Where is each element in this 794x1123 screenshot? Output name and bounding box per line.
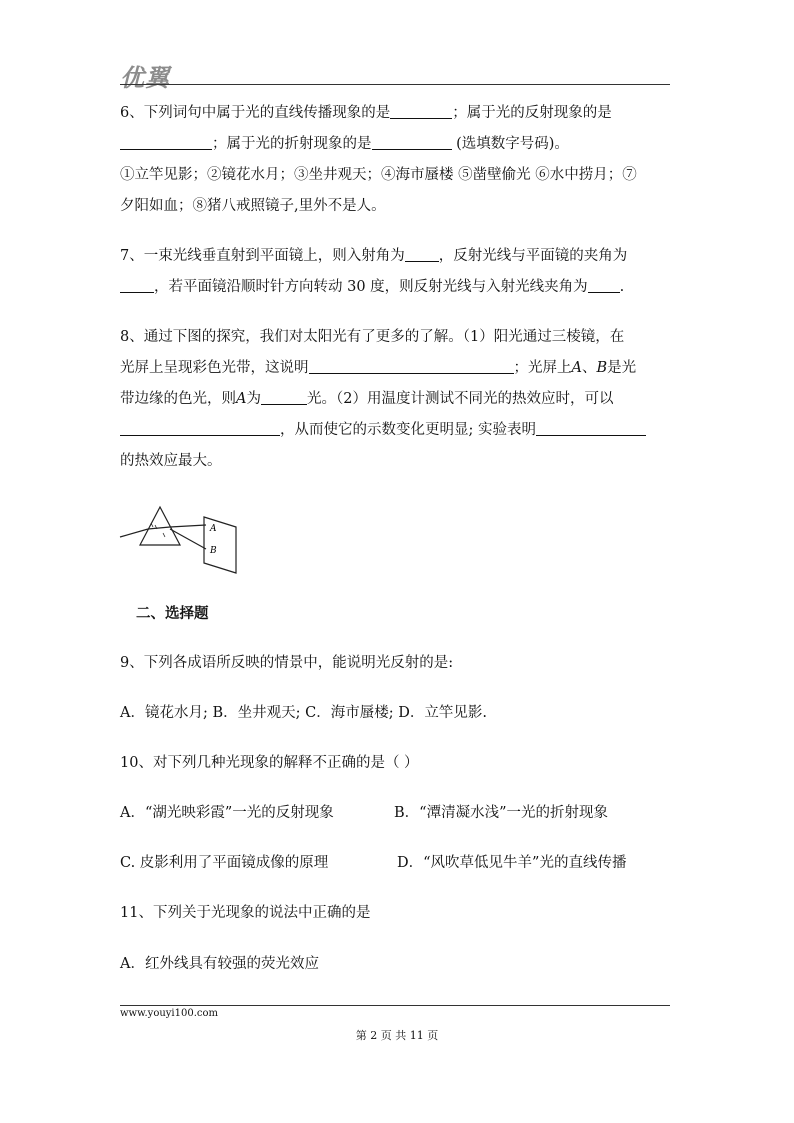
q9-stem: 9、下列各成语所反映的情景中，能说明光反射的是: [120, 655, 454, 671]
q7-blank-2 [120, 278, 154, 293]
q7-blank-3 [588, 278, 620, 293]
q8-text-3d: 光。（2）用温度计测试不同光的热效应时，可以 [306, 391, 614, 407]
q6-line-2 [120, 135, 569, 153]
q7-line-2 [120, 278, 624, 296]
q7-text-1b: ，反射光线与平面镜的夹角为 [438, 248, 628, 264]
q8-line-4 [120, 421, 646, 439]
q11-option-a: A．红外线具有较强的荧光效应 [120, 956, 319, 972]
q8-text-2b: ；光屏上 [513, 360, 572, 376]
page-number: 第 2 页 共 11 页 [355, 1029, 439, 1042]
q10-option-c: C. 皮影利用了平面镜成像的原理 [120, 855, 329, 871]
q10-option-b: B．“潭清凝水浅”一光的折射现象 [394, 805, 608, 821]
q8-blank-3 [120, 421, 280, 436]
q8-text-3c: 为 [246, 391, 261, 407]
q6-text-2a: ；属于光的折射现象的是 [212, 136, 372, 152]
incident-ray [120, 529, 148, 537]
figure-label-b: B [210, 546, 217, 556]
prism-triangle [140, 507, 180, 545]
prism-figure [118, 503, 242, 575]
q8-var-b: B [596, 360, 608, 376]
q6-text-1a: 6、下列词句中属于光的直线传播现象的是 [120, 105, 391, 121]
q8-blank-4 [536, 421, 646, 436]
q8-text-4a: ，从而使它的示数变化更明显; 实验表明 [280, 422, 536, 438]
header-rule [120, 84, 670, 85]
q7-text-2a: ，若平面镜沿顺时针方向转动 30 度，则反射光线与入射光线夹角为 [154, 279, 588, 295]
q8-text-2a: 光屏上呈现彩色光带，这说明 [120, 360, 309, 376]
q8-var-a2: A [236, 391, 247, 407]
q8-blank-2 [261, 390, 307, 405]
q10-stem: 10、对下列几种光现象的解释不正确的是（ ） [120, 755, 419, 771]
q10-option-a: A．“湖光映彩霞”一光的反射现象 [120, 805, 334, 821]
q8-text-2d: 、 [581, 360, 597, 376]
q6-line-3: ①立竿见影；②镜花水月；③坐井观天；④海市蜃楼 ⑤凿壁偷光 ⑥水中捞月；⑦ [120, 167, 637, 183]
q6-line-4: 夕阳如血；⑧猪八戒照镜子,里外不是人。 [120, 198, 386, 214]
q8-text-2f: 是光 [607, 360, 637, 376]
light-screen [204, 517, 236, 573]
q8-var-a: A [571, 360, 582, 376]
q6-text-1b: ；属于光的反射现象的是 [452, 105, 612, 121]
q10-option-d: D．“风吹草低见牛羊”光的直线传播 [397, 855, 627, 871]
section-title: 二、选择题 [136, 605, 209, 622]
q6-blank-3 [372, 135, 452, 150]
refracted-ray-top [170, 525, 206, 527]
q8-line-3 [120, 390, 613, 408]
q8-blank-1 [309, 359, 514, 374]
q7-text-1a: 7、一束光线垂直射到平面镜上，则入射角为 [120, 248, 405, 264]
q6-line-1 [120, 104, 612, 122]
q7-line-1 [120, 247, 627, 265]
q11-stem: 11、下列关于光现象的说法中正确的是 [120, 905, 371, 921]
q6-blank-1 [390, 104, 452, 119]
q7-text-2b: . [619, 279, 625, 295]
refracted-ray-bottom [170, 529, 206, 549]
q8-line-5: 的热效应最大。 [120, 453, 222, 469]
logo: 优翼 [120, 64, 170, 92]
q8-line-2 [120, 359, 636, 377]
q9-options: A．镜花水月; B．坐井观天; C．海市蜃楼; D．立竿见影. [120, 705, 487, 721]
footer-rule [120, 1005, 670, 1006]
q8-line-1: 8、通过下图的探究，我们对太阳光有了更多的了解。（1）阳光通过三棱镜，在 [120, 329, 625, 345]
q6-text-2b: (选填数字号码)。 [451, 136, 569, 152]
q8-text-3a: 带边缘的色光，则 [120, 391, 236, 407]
figure-label-a: A [210, 524, 217, 534]
footer-url: www.youyi100.com [120, 1008, 218, 1019]
q7-blank-1 [405, 247, 439, 262]
q6-blank-2 [120, 135, 212, 150]
